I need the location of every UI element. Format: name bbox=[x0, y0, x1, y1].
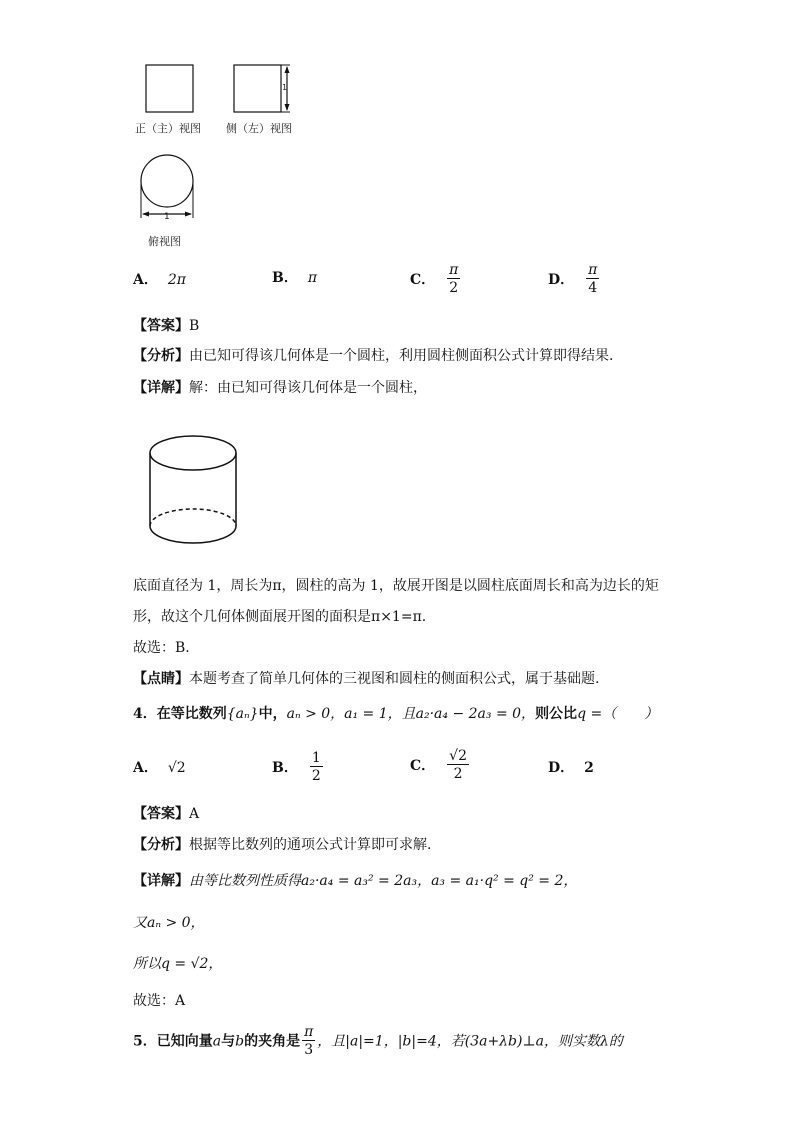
q4-option-b: B． $\frac{1}{2}$ bbox=[272, 750, 321, 784]
q3-option-c: C． $\frac{\pi}{2}$ bbox=[410, 262, 459, 296]
q4-answer: 【答案】A bbox=[133, 806, 200, 822]
side-view-label: 侧（左）视图 bbox=[226, 122, 292, 135]
q3-option-d: D． $\frac{\pi}{4}$ bbox=[548, 262, 598, 296]
front-view-square bbox=[146, 65, 193, 112]
q5-stem: 5．已知向量a与b的夹角是 $\frac{\pi}{3}$ ，且|a|=1，|b|=4，若(3a+λb)⊥a，则实数λ的 bbox=[133, 1024, 623, 1058]
q3-option-b: B． π bbox=[272, 270, 318, 286]
side-view-square bbox=[234, 65, 281, 112]
q4-analysis: 【分析】根据等比数列的通项公式计算即可求解. bbox=[133, 837, 432, 853]
top-view-circle bbox=[141, 155, 193, 207]
q4-option-d: D． 2 bbox=[548, 760, 594, 776]
q4-option-c: C． $\frac{√2}{2}$ bbox=[410, 748, 467, 782]
q4-choose: 故选：A bbox=[133, 993, 186, 1009]
three-view-figure bbox=[130, 55, 320, 255]
top-dim-label: 1 bbox=[164, 212, 170, 222]
q3-analysis: 【分析】由已知可得该几何体是一个圆柱，利用圆柱侧面积公式计算即得结果. bbox=[133, 348, 614, 364]
side-dim-label: 1 bbox=[282, 83, 288, 92]
q3-detail: 【详解】解：由已知可得该几何体是一个圆柱， bbox=[133, 380, 427, 396]
front-view-label: 正（主）视图 bbox=[135, 122, 201, 135]
q4-option-a: A． √2 bbox=[133, 760, 186, 776]
q3-detail-line3: 形，故这个几何体侧面展开图的面积是π×1=π. bbox=[133, 609, 427, 625]
q3-choose: 故选：B. bbox=[133, 640, 190, 656]
q3-option-a: A． 2π bbox=[133, 272, 186, 288]
q3-answer: 【答案】B bbox=[133, 318, 200, 334]
q4-detail-line2: 又aₙ > 0， bbox=[133, 915, 205, 931]
cylinder-figure bbox=[140, 425, 250, 560]
q4-detail: 【详解】由等比数列性质得a₂·a₄ = a₃² = 2a₃，a₃ = a₁·q² = q² = 2， bbox=[133, 873, 578, 889]
q3-detail-line2: 底面直径为 1，周长为π，圆柱的高为 1，故展开图是以圆柱底面周长和高为边长的矩 bbox=[133, 578, 659, 594]
q4-stem: 4．在等比数列{aₙ}中，aₙ > 0，a₁ = 1，且a₂·a₄ − 2a₃ = 0，则公比q =（ ） bbox=[133, 706, 659, 722]
q3-comment: 【点睛】本题考查了简单几何体的三视图和圆柱的侧面积公式，属于基础题. bbox=[133, 671, 600, 687]
top-view-label: 俯视图 bbox=[148, 235, 181, 248]
q4-detail-line3: 所以q = √2， bbox=[133, 956, 223, 972]
